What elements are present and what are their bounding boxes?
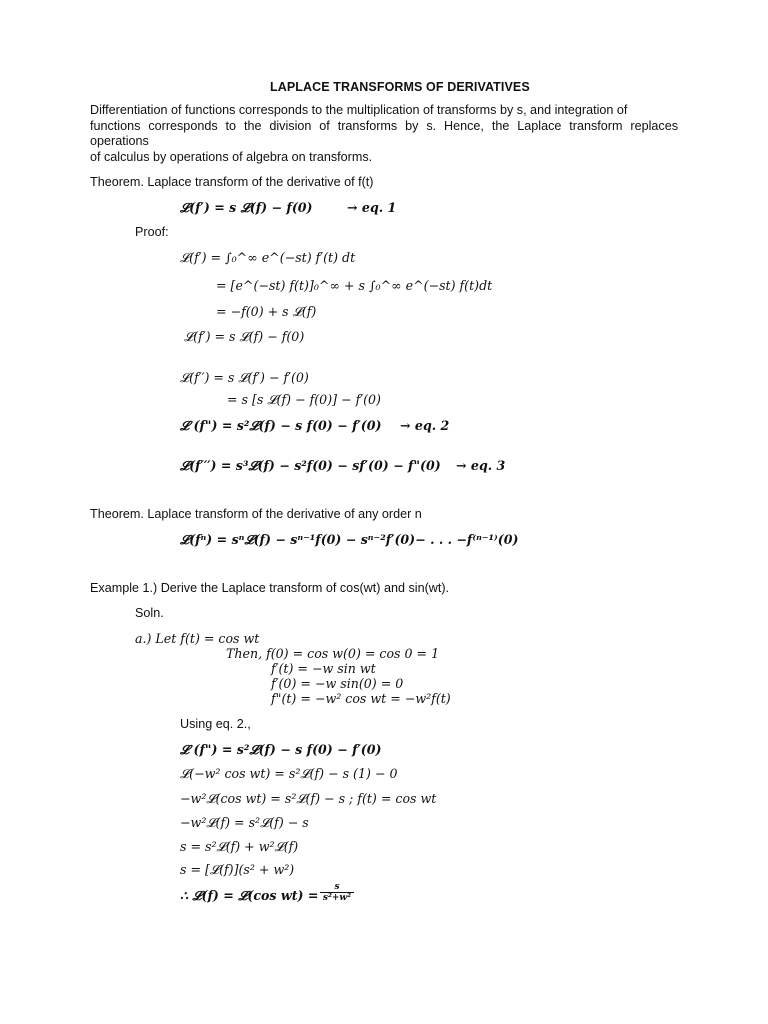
intro-paragraph <box>90 103 678 165</box>
eq2-label: → eq. 2 <box>400 418 450 433</box>
example-step: 𝓛(−w² cos wt) = s²𝓛(f) − s (1) − 0 <box>180 766 398 781</box>
using-eq2-label: Using eq. 2., <box>180 717 251 731</box>
conclusion-lhs: ∴ 𝓛(f) = 𝓛(cos wt) = <box>180 888 319 903</box>
proof-line: 𝓛(f′) = s 𝓛(f) − f(0) <box>184 329 305 344</box>
proof-line: = [e^(−st) f(t)]₀^∞ + s ∫₀^∞ e^(−st) f(t)dt <box>216 278 493 293</box>
conclusion-fraction <box>320 882 354 903</box>
then-line: f′(0) = −w sin(0) = 0 <box>271 676 404 691</box>
theorem1-formula: 𝓛(f′) = s 𝓛(f) − f(0) <box>180 200 313 215</box>
part-a-intro: a.) Let f(t) = cos wt <box>135 631 260 646</box>
example1-heading: Example 1.) Derive the Laplace transform of cos(wt) and sin(wt). <box>90 581 450 595</box>
proof-label: Proof: <box>135 225 169 239</box>
theorem2-heading: Theorem. Laplace transform of the derivative of any order n <box>90 507 422 521</box>
intro-line: functions corresponds to the division of transforms by s. Hence, the Laplace transform replaces operations <box>90 118 678 148</box>
page-title: LAPLACE TRANSFORMS OF DERIVATIVES <box>270 80 530 94</box>
example-step: s = [𝓛(f)](s² + w²) <box>180 862 295 877</box>
eq1-label: → eq. 1 <box>347 200 397 215</box>
eq3-label: → eq. 3 <box>456 458 506 473</box>
then-line: f′(t) = −w sin wt <box>271 661 376 676</box>
second-derivative-line: = s [s 𝓛(f) − f(0)] − f′(0) <box>227 392 381 407</box>
example-step: s = s²𝓛(f) + w²𝓛(f) <box>180 839 299 854</box>
eq2-formula: 𝓛 (f") = s²𝓛(f) − s f(0) − f′(0) <box>180 418 382 433</box>
example-step: −w²𝓛(cos wt) = s²𝓛(f) − s ; f(t) = cos wt <box>180 791 437 806</box>
eq3-formula: 𝓛(f′′′) = s³𝓛(f) − s²f(0) − sf′(0) − f"(0) <box>180 458 441 473</box>
proof-line: 𝓛(f′) = ∫₀^∞ e^(−st) f′(t) dt <box>180 250 356 265</box>
theorem1-heading: Theorem. Laplace transform of the derivative of f(t) <box>90 175 374 189</box>
soln-label: Soln. <box>135 606 164 620</box>
fraction-denominator: s²+w² <box>322 893 352 903</box>
second-derivative-line: 𝓛(f′′) = s 𝓛(f′) − f′(0) <box>180 370 309 385</box>
fraction-numerator: s <box>334 882 340 892</box>
then-line: Then, f(0) = cos w(0) = cos 0 = 1 <box>226 646 440 661</box>
example-step: 𝓛 (f") = s²𝓛(f) − s f(0) − f′(0) <box>180 742 382 757</box>
then-line: f"(t) = −w² cos wt = −w²f(t) <box>271 691 451 706</box>
intro-line: of calculus by operations of algebra on transforms. <box>90 149 373 164</box>
theorem2-formula: 𝓛(fⁿ) = sⁿ𝓛(f) − sⁿ⁻¹f(0) − sⁿ⁻²f′(0)− . . . −f⁽ⁿ⁻¹⁾(0) <box>180 532 519 547</box>
intro-line: Differentiation of functions corresponds to the multiplication of transforms by s, and integration of <box>90 103 628 117</box>
proof-line: = −f(0) + s 𝓛(f) <box>216 304 317 319</box>
example-step: −w²𝓛(f) = s²𝓛(f) − s <box>180 815 309 830</box>
